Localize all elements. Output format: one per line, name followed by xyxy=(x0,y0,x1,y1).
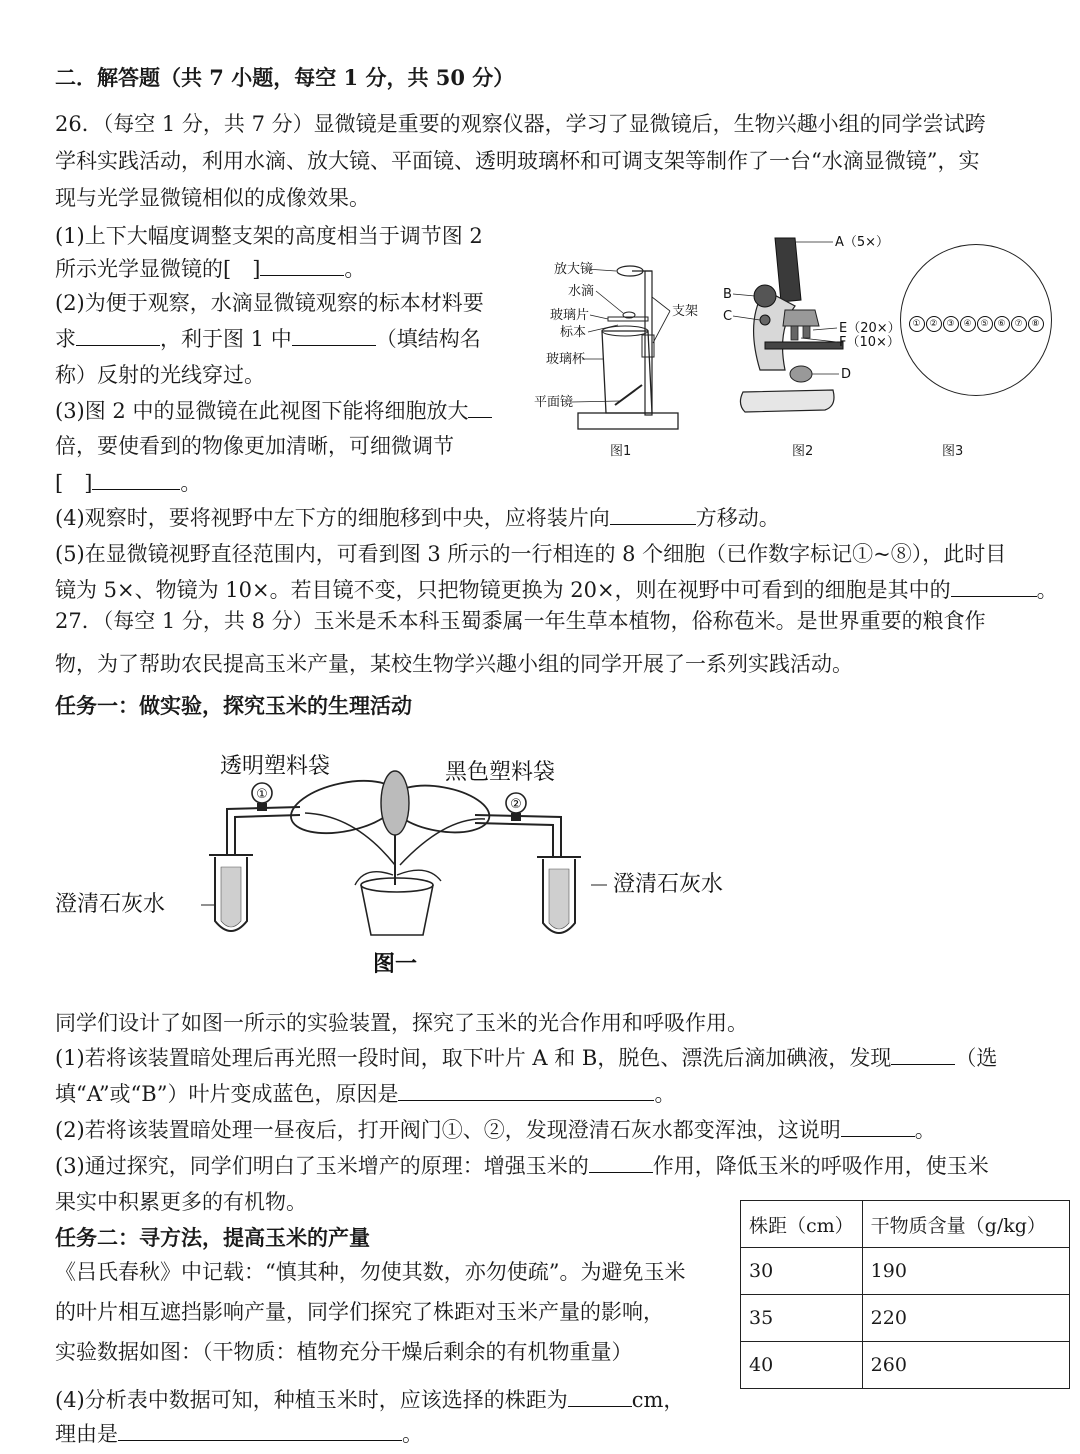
answer-blank[interactable] xyxy=(92,467,180,490)
fig1-caption: 图1 xyxy=(610,444,632,459)
answer-blank[interactable] xyxy=(468,395,492,418)
q26-p2-line1: (2)为便于观察，水滴显微镜观察的标本材料要 xyxy=(55,291,484,315)
table-row xyxy=(741,1248,1070,1295)
valve-1-label: ① xyxy=(256,787,268,802)
task1-heading: 任务一：做实验，探究玉米的生理活动 xyxy=(55,693,412,718)
cell: ⑥ xyxy=(994,316,1010,332)
q26-p1-line1: (1)上下大幅度调整支架的高度相当于调节图 2 xyxy=(55,224,483,248)
table-cell: 190 xyxy=(862,1248,1069,1295)
answer-blank[interactable] xyxy=(292,323,376,346)
q27-intro-line2: 物，为了帮助农民提高玉米产量，某校生物学兴趣小组的同学开展了一系列实践活动。 xyxy=(55,652,853,676)
cell: ⑦ xyxy=(1011,316,1027,332)
cell: ② xyxy=(926,316,942,332)
table-cell: 35 xyxy=(741,1295,863,1342)
table-cell: 30 xyxy=(741,1248,863,1295)
table-row xyxy=(741,1295,1070,1342)
q27-p3-line1: (3)通过探究，同学们明白了玉米增产的原理：增强玉米的 作用，降低玉米的呼吸作用，使玉米 xyxy=(55,1148,989,1184)
optical-microscope-drawing xyxy=(715,230,895,430)
corn-apparatus-drawing xyxy=(55,745,815,985)
figure-1-water-drop-microscope xyxy=(520,235,720,465)
cell: ① xyxy=(909,316,925,332)
fig2-label-D: D xyxy=(841,367,852,382)
answer-blank[interactable] xyxy=(568,1384,632,1407)
answer-blank[interactable] xyxy=(610,502,696,525)
answer-blank[interactable] xyxy=(398,1078,654,1101)
q27-intro-line1: 27．（每空 1 分，共 8 分）玉米是禾本科玉蜀黍属一年生草本植物，俗称苞米。是世界重要的粮食作 xyxy=(55,609,986,633)
q27-p3-line2: 果实中积累更多的有机物。 xyxy=(55,1190,307,1214)
fig1-label-magnifier: 放大镜 xyxy=(554,262,594,277)
label-black-bag: 黑色塑料袋 xyxy=(445,760,556,785)
table-header-row xyxy=(741,1201,1070,1248)
label-limewater-right: 澄清石灰水 xyxy=(613,872,724,897)
figure-one-corn-apparatus xyxy=(55,745,815,985)
figure-2-optical-microscope xyxy=(715,230,895,430)
task2-text-line1: 《吕氏春秋》中记载：“慎其种，勿使其数，亦勿使疏”。为避免玉米 xyxy=(55,1260,686,1284)
q26-p5-line2: 镜为 5×、物镜为 10×。若目镜不变，只把物镜更换为 20×，则在视野中可看到的细胞是其中的 。 xyxy=(55,572,1058,608)
q27-p4-line2: 理由是 。 xyxy=(55,1416,423,1452)
q26-p3-line3: [ ] 。 xyxy=(55,465,201,501)
cell: ③ xyxy=(943,316,959,332)
spacing-data-table xyxy=(740,1200,1070,1389)
fig2-label-C: C xyxy=(723,309,733,324)
task2-text-line3: 实验数据如图：（干物质：植物充分干燥后剩余的有机物重量） xyxy=(55,1340,633,1364)
fig1-label-stand: 支架 xyxy=(672,304,699,319)
q27-p4-line1: (4)分析表中数据可知，种植玉米时，应该选择的株距为 cm， xyxy=(55,1382,684,1418)
fig2-label-E: E（20×） xyxy=(839,321,895,336)
fig2-caption: 图2 xyxy=(792,444,814,459)
task2-heading: 任务二：寻方法，提高玉米的产量 xyxy=(55,1225,370,1250)
answer-blank[interactable] xyxy=(118,1418,402,1441)
valve-2-label: ② xyxy=(510,797,522,812)
q26-intro-line2: 学科实践活动，利用水滴、放大镜、平面镜、透明玻璃杯和可调支架等制作了一台“水滴显微镜”，实 xyxy=(55,149,980,173)
answer-blank[interactable] xyxy=(260,253,344,276)
q26-p4: (4)观察时，要将视野中左下方的细胞移到中央，应将装片向 方移动。 xyxy=(55,500,780,536)
q26-p2-line3: 称）反射的光线穿过。 xyxy=(55,363,265,387)
fig3-caption: 图3 xyxy=(942,444,964,459)
q26-intro-line3: 现与光学显微镜相似的成像效果。 xyxy=(55,186,370,210)
cell: ⑧ xyxy=(1028,316,1044,332)
fig1-label-specimen: 标本 xyxy=(560,325,587,340)
table-header-cell: 株距（cm） xyxy=(741,1201,863,1248)
answer-blank[interactable] xyxy=(76,323,160,346)
q26-p1-line2: 所示光学显微镜的[ ] 。 xyxy=(55,251,365,287)
fig1-label-glass-slide: 玻璃片 xyxy=(550,308,590,323)
answer-blank[interactable] xyxy=(891,1042,955,1065)
fig1-label-mirror: 平面镜 xyxy=(534,395,574,410)
fig1-label-water-drop: 水滴 xyxy=(568,284,595,299)
cell-row xyxy=(901,311,1051,332)
data-table xyxy=(740,1200,1070,1389)
section-heading: 二．解答题（共 7 小题，每空 1 分，共 50 分） xyxy=(55,65,515,90)
q26-p5-line1: (5)在显微镜视野直径范围内，可看到图 3 所示的一行相连的 8 个细胞（已作数字标记①~⑧），此时目 xyxy=(55,542,1007,566)
cell: ④ xyxy=(960,316,976,332)
table-cell: 220 xyxy=(862,1295,1069,1342)
q27-p1-line2: 填“A”或“B”）叶片变成蓝色，原因是 。 xyxy=(55,1076,675,1112)
cell: ⑤ xyxy=(977,316,993,332)
label-clear-bag: 透明塑料袋 xyxy=(220,754,331,779)
fig1-label-glass-cup: 玻璃杯 xyxy=(546,352,586,367)
answer-blank[interactable] xyxy=(841,1114,915,1137)
table-cell: 260 xyxy=(862,1342,1069,1389)
table-header-cell: 干物质含量（g/kg） xyxy=(862,1201,1069,1248)
answer-blank[interactable] xyxy=(589,1150,653,1173)
q26-p3-line2: 倍，要使看到的物像更加清晰，可细微调节 xyxy=(55,434,454,458)
q27-p1-line1: (1)若将该装置暗处理后再光照一段时间，取下叶片 A 和 B，脱色、漂洗后滴加碘液，发现 （选 xyxy=(55,1040,997,1076)
fig2-label-B: B xyxy=(723,287,732,302)
figure-3-field-of-view xyxy=(900,244,1052,396)
q26-intro-line1: 26．（每空 1 分，共 7 分）显微镜是重要的观察仪器，学习了显微镜后，生物兴趣小组的同学尝试跨 xyxy=(55,112,986,136)
q27-p2: (2)若将该装置暗处理一昼夜后，打开阀门①、②，发现澄清石灰水都变浑浊，这说明 。 xyxy=(55,1112,936,1148)
fig2-label-A: A（5×） xyxy=(835,235,890,250)
q27-design-text: 同学们设计了如图一所示的实验装置，探究了玉米的光合作用和呼吸作用。 xyxy=(55,1011,748,1035)
fig2-label-F: F（10×） xyxy=(839,335,895,350)
q26-p3-line1: (3)图 2 中的显微镜在此视图下能将细胞放大 xyxy=(55,393,492,429)
table-cell: 40 xyxy=(741,1342,863,1389)
water-drop-microscope-drawing xyxy=(520,235,720,465)
figure-one-caption: 图一 xyxy=(373,952,418,977)
answer-blank[interactable] xyxy=(951,574,1037,597)
task2-text-line2: 的叶片相互遮挡影响产量，同学们探究了株距对玉米产量的影响， xyxy=(55,1300,664,1324)
label-limewater-left: 澄清石灰水 xyxy=(55,892,166,917)
q26-p2-line2: 求 ，利于图 1 中 （填结构名 xyxy=(55,321,481,357)
table-row xyxy=(741,1342,1070,1389)
